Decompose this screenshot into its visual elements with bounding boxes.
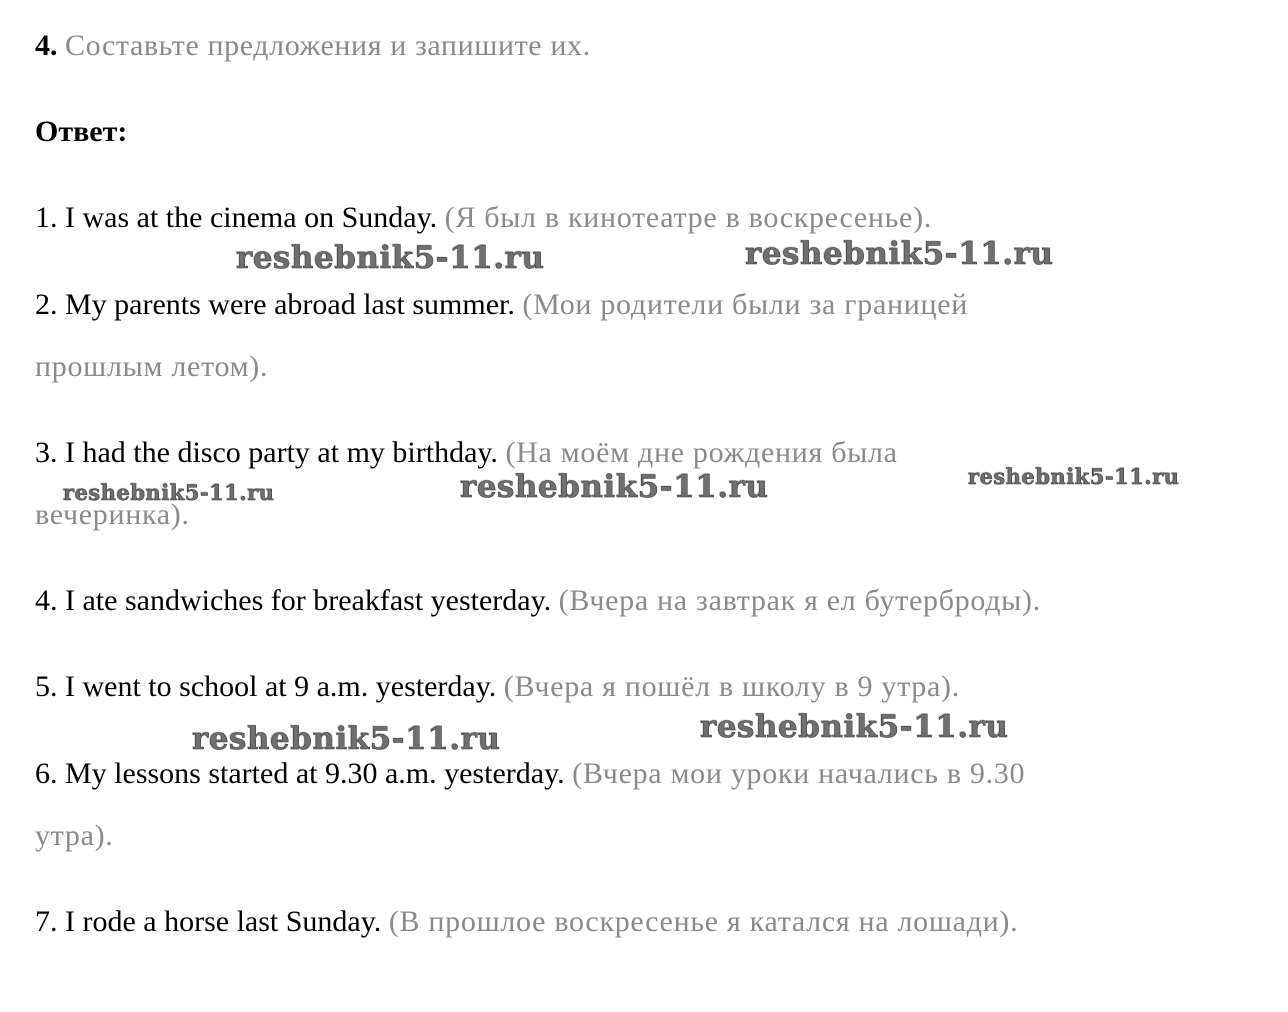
- answer-item-5-english: 5. I went to school at 9 a.m. yesterday.: [35, 670, 497, 703]
- answer-item-6-translation: (Вчера мои уроки начались в 9.30: [572, 757, 1026, 790]
- watermark: reshebnik5-11.ru: [700, 709, 1009, 745]
- answer-item-1: [35, 196, 932, 240]
- watermark: reshebnik5-11.ru: [460, 469, 769, 505]
- watermark: reshebnik5-11.ru: [745, 236, 1054, 272]
- watermark: reshebnik5-11.ru: [192, 721, 501, 757]
- answer-item-7-translation: (В прошлое воскресенье я катался на лошади).: [388, 905, 1019, 938]
- task-number: 4.: [35, 29, 58, 62]
- answer-item-1-english: 1. I was at the cinema on Sunday.: [35, 201, 438, 234]
- answer-item-7: [35, 900, 1018, 944]
- answer-item-2-continuation: [35, 345, 268, 389]
- answer-item-4-translation: (Вчера на завтрак я ел бутерброды).: [558, 584, 1041, 617]
- task-heading: [35, 24, 591, 68]
- answer-item-2: [35, 283, 968, 327]
- answer-item-4-english: 4. I ate sandwiches for breakfast yesterday.: [35, 584, 552, 617]
- watermark: reshebnik5-11.ru: [236, 240, 545, 276]
- answer-item-1-translation: (Я был в кинотеатре в воскресенье).: [444, 201, 932, 234]
- answer-item-4: [35, 579, 1041, 623]
- answer-label: Ответ:: [35, 115, 128, 148]
- answer-item-6-translation-cont: утра).: [35, 819, 114, 852]
- answer-item-6: [35, 752, 1025, 796]
- answer-item-5: [35, 665, 960, 709]
- watermark: reshebnik5-11.ru: [63, 480, 275, 505]
- answer-item-5-translation: (Вчера я пошёл в школу в 9 утра).: [503, 670, 960, 703]
- answer-item-3-translation-cont: вечеринка).: [35, 498, 190, 531]
- answer-item-2-translation-cont: прошлым летом).: [35, 350, 269, 383]
- answer-item-3-translation: (На моём дне рождения была: [505, 436, 898, 469]
- answer-item-6-continuation: [35, 814, 113, 858]
- watermark: reshebnik5-11.ru: [968, 464, 1180, 489]
- task-instruction: Составьте предложения и запишите их.: [65, 29, 591, 62]
- answer-item-2-translation: (Мои родители были за границей: [522, 288, 969, 321]
- answer-item-6-english: 6. My lessons started at 9.30 a.m. yesterday.: [35, 757, 565, 790]
- answer-item-3-english: 3. I had the disco party at my birthday.: [35, 436, 498, 469]
- answer-item-2-english: 2. My parents were abroad last summer.: [35, 288, 515, 321]
- answer-item-7-english: 7. I rode a horse last Sunday.: [35, 905, 382, 938]
